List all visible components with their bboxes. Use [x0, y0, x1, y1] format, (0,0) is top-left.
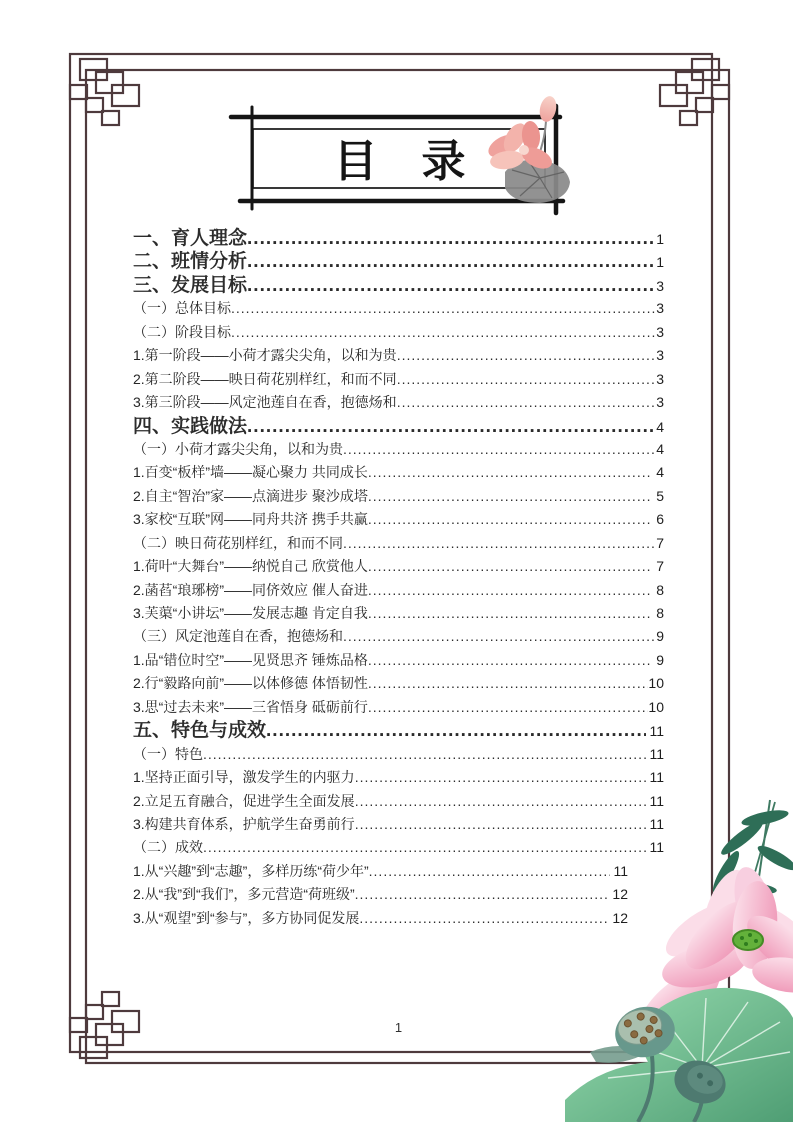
toc-entry-page: 3 — [656, 300, 664, 317]
dot-leader — [368, 672, 649, 695]
dot-leader — [247, 415, 656, 438]
toc-entry-page: 3 — [656, 370, 664, 387]
toc-entry-page: 1 — [656, 231, 664, 247]
toc-entry[interactable] — [133, 555, 664, 578]
toc-entry-page: 1 — [656, 254, 664, 271]
toc-entry[interactable] — [133, 297, 664, 320]
dot-leader — [355, 883, 609, 906]
dot-leader — [247, 250, 656, 273]
toc-entry-page: 4 — [652, 464, 664, 481]
toc-entry-label: 3.构建共育体系，护航学生奋勇前行 — [133, 815, 355, 832]
toc-entry[interactable] — [133, 836, 664, 859]
dot-leader — [397, 344, 657, 367]
toc-entry[interactable] — [133, 227, 664, 250]
toc-entry[interactable] — [133, 696, 664, 719]
dot-leader — [369, 860, 610, 883]
toc-entry[interactable] — [133, 743, 664, 766]
toc-entry[interactable] — [133, 274, 664, 297]
toc-entry[interactable] — [133, 719, 664, 742]
toc-entry-page: 10 — [648, 698, 664, 715]
toc-entry-page: 9 — [652, 651, 664, 668]
toc-entry[interactable] — [133, 907, 664, 930]
dot-leader — [368, 602, 652, 625]
dot-leader — [231, 297, 656, 320]
toc-entry[interactable] — [133, 250, 664, 273]
toc-entry-label: （三）风定池莲自在香，抱德炀和 — [133, 628, 343, 645]
dot-leader — [266, 719, 646, 742]
toc-entry-page: 11 — [645, 745, 664, 762]
page-number: 1 — [394, 1020, 403, 1035]
page-title: 目 录 — [333, 136, 466, 187]
toc-entry-label: 2.立足五育融合，促进学生全面发展 — [133, 792, 355, 809]
dot-leader — [368, 579, 652, 602]
toc-entry-label: 1.百变“板样”墙——凝心聚力 共同成长 — [133, 464, 368, 481]
toc-entry-page: 6 — [652, 511, 664, 528]
toc-entry-page: 8 — [652, 581, 664, 598]
dot-leader — [343, 532, 656, 555]
toc-entry-label: 1.荷叶“大舞台”——纳悦自己 欣赏他人 — [133, 558, 368, 575]
toc-entry[interactable] — [133, 485, 664, 508]
dot-leader — [355, 766, 646, 789]
toc-entry-label: 2.从“我”到“我们”，多元营造“荷班级” — [133, 886, 355, 903]
dot-leader — [247, 274, 656, 297]
toc-entry-label: 1.坚持正面引导，激发学生的内驱力 — [133, 769, 355, 786]
dot-leader — [368, 696, 649, 719]
dot-leader — [368, 461, 652, 484]
toc-entry[interactable] — [133, 344, 664, 367]
dot-leader — [343, 438, 656, 461]
toc-entry-page: 11 — [645, 815, 664, 832]
toc-entry-page: 11 — [645, 769, 664, 786]
toc-entry-label: （一）总体目标 — [133, 300, 231, 317]
toc-entry-label: 三、发展目标 — [133, 274, 248, 296]
toc-entry-label: 2.菡萏“琅琊榜”——同侪效应 催人奋进 — [133, 581, 368, 598]
dot-leader — [368, 649, 652, 672]
toc-entry-page: 4 — [656, 440, 664, 457]
toc-entry[interactable] — [133, 321, 664, 344]
toc-entry-label: 2.第二阶段——映日荷花别样红，和而不同 — [133, 370, 397, 387]
toc-entry-page: 11 — [645, 723, 664, 740]
toc-entry[interactable] — [133, 391, 664, 414]
toc-entry[interactable] — [133, 883, 664, 906]
dot-leader — [203, 743, 646, 766]
toc-entry-page: 3 — [656, 277, 664, 294]
toc-entry-label: 3.芙蕖“小讲坛”——发展志趣 肯定自我 — [133, 605, 368, 621]
dot-leader — [247, 227, 656, 250]
toc-entry-label: 一、育人理念 — [133, 228, 248, 249]
dot-leader — [203, 836, 646, 859]
toc-entry-page: 11 — [609, 862, 628, 879]
toc-entry-page: 10 — [648, 675, 664, 692]
toc-entry-page: 8 — [652, 605, 664, 621]
toc-entry-page: 11 — [645, 792, 664, 809]
toc-entry-label: 1.第一阶段——小荷才露尖尖角，以和为贵 — [133, 347, 397, 364]
dot-leader — [359, 907, 608, 930]
toc-entry-label: （二）阶段目标 — [133, 323, 231, 340]
toc-entry[interactable] — [133, 602, 664, 625]
dot-leader — [397, 368, 657, 391]
dot-leader — [355, 790, 646, 813]
toc-entry-label: 二、班情分析 — [133, 251, 248, 273]
dot-leader — [368, 555, 652, 578]
toc-entry-label: 3.思“过去未来”——三省悟身 砥砺前行 — [133, 698, 368, 715]
toc-entry-page: 3 — [656, 323, 664, 340]
toc-list — [133, 227, 664, 930]
toc-entry-label: 2.自主“智治”家——点滴进步 聚沙成塔 — [133, 487, 368, 504]
toc-entry-label: 1.从“兴趣”到“志趣”，多样历练“荷少年” — [133, 862, 369, 879]
toc-entry-page: 4 — [656, 418, 664, 435]
toc-entry[interactable] — [133, 790, 664, 813]
dot-leader — [368, 485, 652, 508]
toc-entry-page: 3 — [656, 347, 664, 364]
toc-entry-label: 2.行“毅路向前”——以体修德 体悟韧性 — [133, 675, 368, 692]
toc-entry-page: 12 — [608, 886, 628, 903]
toc-entry-label: （二）映日荷花别样红，和而不同 — [133, 534, 343, 551]
toc-entry-label: （一）特色 — [133, 745, 203, 762]
toc-entry-label: 四、实践做法 — [133, 415, 248, 437]
corner-lattice-icon — [70, 59, 139, 125]
dot-leader — [355, 813, 646, 836]
toc-entry-page: 5 — [652, 487, 664, 504]
toc-entry[interactable] — [133, 860, 664, 883]
toc-entry[interactable] — [133, 415, 664, 438]
toc-entry-page: 7 — [656, 534, 664, 551]
toc-entry-page: 11 — [645, 839, 664, 856]
toc-entry[interactable] — [133, 672, 664, 695]
dot-leader — [343, 625, 656, 648]
toc-entry-label: 1.品“错位时空”——见贤思齐 锤炼品格 — [133, 651, 368, 668]
toc-entry-page: 7 — [652, 558, 664, 575]
toc-entry-label: 五、特色与成效 — [133, 720, 267, 742]
toc-entry[interactable] — [133, 532, 664, 555]
toc-entry-page: 3 — [656, 394, 664, 411]
dot-leader — [397, 391, 657, 414]
toc-entry[interactable] — [133, 461, 664, 484]
toc-entry-label: 3.家校“互联”网——同舟共济 携手共赢 — [133, 511, 368, 528]
toc-entry[interactable] — [133, 625, 664, 648]
toc-entry-label: （一）小荷才露尖尖角，以和为贵 — [133, 440, 343, 457]
toc-entry-page: 9 — [656, 628, 664, 645]
toc-entry-page: 12 — [608, 909, 628, 926]
toc-entry[interactable] — [133, 438, 664, 461]
toc-entry[interactable] — [133, 649, 664, 672]
toc-entry[interactable] — [133, 508, 664, 531]
toc-entry-label: （二）成效 — [133, 839, 203, 856]
dot-leader — [368, 508, 652, 531]
toc-entry[interactable] — [133, 766, 664, 789]
toc-entry-label: 3.从“观望”到“参与”，多方协同促发展 — [133, 909, 360, 926]
dot-leader — [231, 321, 656, 344]
toc-entry[interactable] — [133, 579, 664, 602]
toc-entry[interactable] — [133, 813, 664, 836]
toc-entry[interactable] — [133, 368, 664, 391]
toc-entry-label: 3.第三阶段——风定池莲自在香，抱德炀和 — [133, 394, 397, 411]
